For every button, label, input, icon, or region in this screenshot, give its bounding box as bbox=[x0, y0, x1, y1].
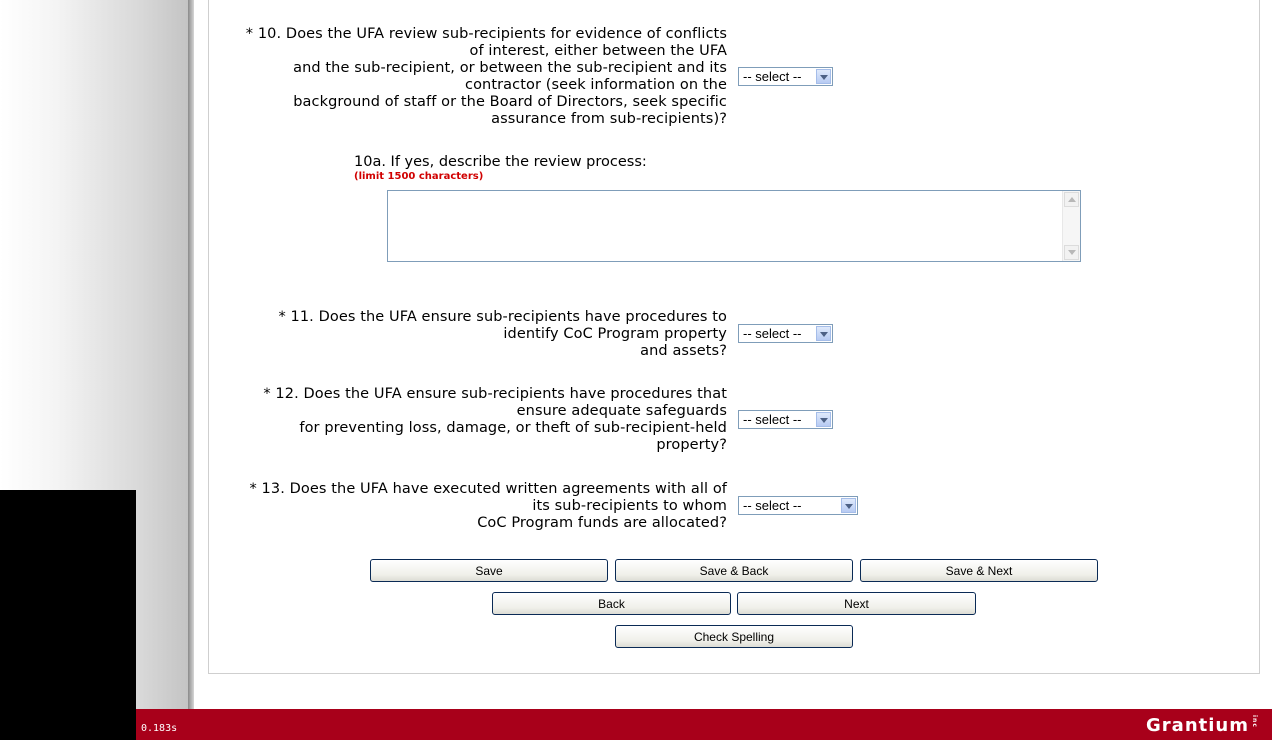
question-11-line: * 11. Does the UFA ensure sub-recipients have procedures to bbox=[278, 309, 727, 325]
character-limit-note: (limit 1500 characters) bbox=[354, 171, 484, 182]
select-value: -- select -- bbox=[743, 498, 802, 513]
question-12-line: for preventing loss, damage, or theft of sub-recipient-held bbox=[299, 420, 727, 436]
question-13-select[interactable] bbox=[738, 496, 858, 515]
textarea-scrollbar[interactable] bbox=[1062, 191, 1080, 261]
save-and-back-button[interactable]: Save & Back bbox=[615, 559, 853, 582]
chevron-down-icon[interactable] bbox=[816, 326, 831, 341]
page-timing: 0.183s bbox=[141, 723, 178, 734]
question-13-line: * 13. Does the UFA have executed written agreements with all of bbox=[249, 481, 727, 497]
question-13-line: its sub-recipients to whom bbox=[532, 498, 727, 514]
question-10-label bbox=[246, 26, 727, 128]
scroll-down-icon[interactable] bbox=[1064, 245, 1079, 260]
question-11-select[interactable] bbox=[738, 324, 833, 343]
question-10a-label: 10a. If yes, describe the review process: bbox=[354, 154, 647, 170]
question-12-line: * 12. Does the UFA ensure sub-recipients have procedures that bbox=[263, 386, 727, 402]
next-button[interactable]: Next bbox=[737, 592, 976, 615]
save-button[interactable]: Save bbox=[370, 559, 608, 582]
question-10-line: * 10. Does the UFA review sub-recipients for evidence of conflicts bbox=[245, 26, 727, 42]
scroll-up-icon[interactable] bbox=[1064, 192, 1079, 207]
question-10-line: and the sub-recipient, or between the sub-recipient and its bbox=[293, 60, 727, 76]
select-value: -- select -- bbox=[743, 69, 802, 84]
footer-bar bbox=[136, 709, 1272, 740]
question-11-line: and assets? bbox=[640, 343, 727, 359]
check-spelling-button[interactable]: Check Spelling bbox=[615, 625, 853, 648]
question-10-line: assurance from sub-recipients)? bbox=[491, 111, 727, 127]
grantium-logo bbox=[1146, 715, 1258, 736]
back-button[interactable]: Back bbox=[492, 592, 731, 615]
question-10-select[interactable] bbox=[738, 67, 833, 86]
question-12-label bbox=[263, 386, 727, 454]
question-10-line: background of staff or the Board of Directors, seek specific bbox=[293, 94, 727, 110]
logo-suffix: inc bbox=[1251, 715, 1258, 728]
question-10-line: of interest, either between the UFA bbox=[469, 43, 727, 59]
select-value: -- select -- bbox=[743, 326, 802, 341]
chevron-down-icon[interactable] bbox=[816, 412, 831, 427]
logo-text: Grantium bbox=[1146, 715, 1249, 736]
sidebar-divider bbox=[188, 0, 194, 709]
question-13-label bbox=[250, 481, 728, 532]
question-11-line: identify CoC Program property bbox=[503, 326, 727, 342]
question-12-select[interactable] bbox=[738, 410, 833, 429]
question-13-line: CoC Program funds are allocated? bbox=[477, 515, 727, 531]
save-and-next-button[interactable]: Save & Next bbox=[860, 559, 1098, 582]
question-12-line: property? bbox=[656, 437, 727, 453]
question-10a-textarea[interactable] bbox=[387, 190, 1081, 262]
question-11-label bbox=[278, 309, 727, 360]
question-10-line: contractor (seek information on the bbox=[465, 77, 727, 93]
chevron-down-icon[interactable] bbox=[841, 498, 856, 513]
black-panel bbox=[0, 490, 136, 740]
chevron-down-icon[interactable] bbox=[816, 69, 831, 84]
select-value: -- select -- bbox=[743, 412, 802, 427]
question-12-line: ensure adequate safeguards bbox=[516, 403, 727, 419]
